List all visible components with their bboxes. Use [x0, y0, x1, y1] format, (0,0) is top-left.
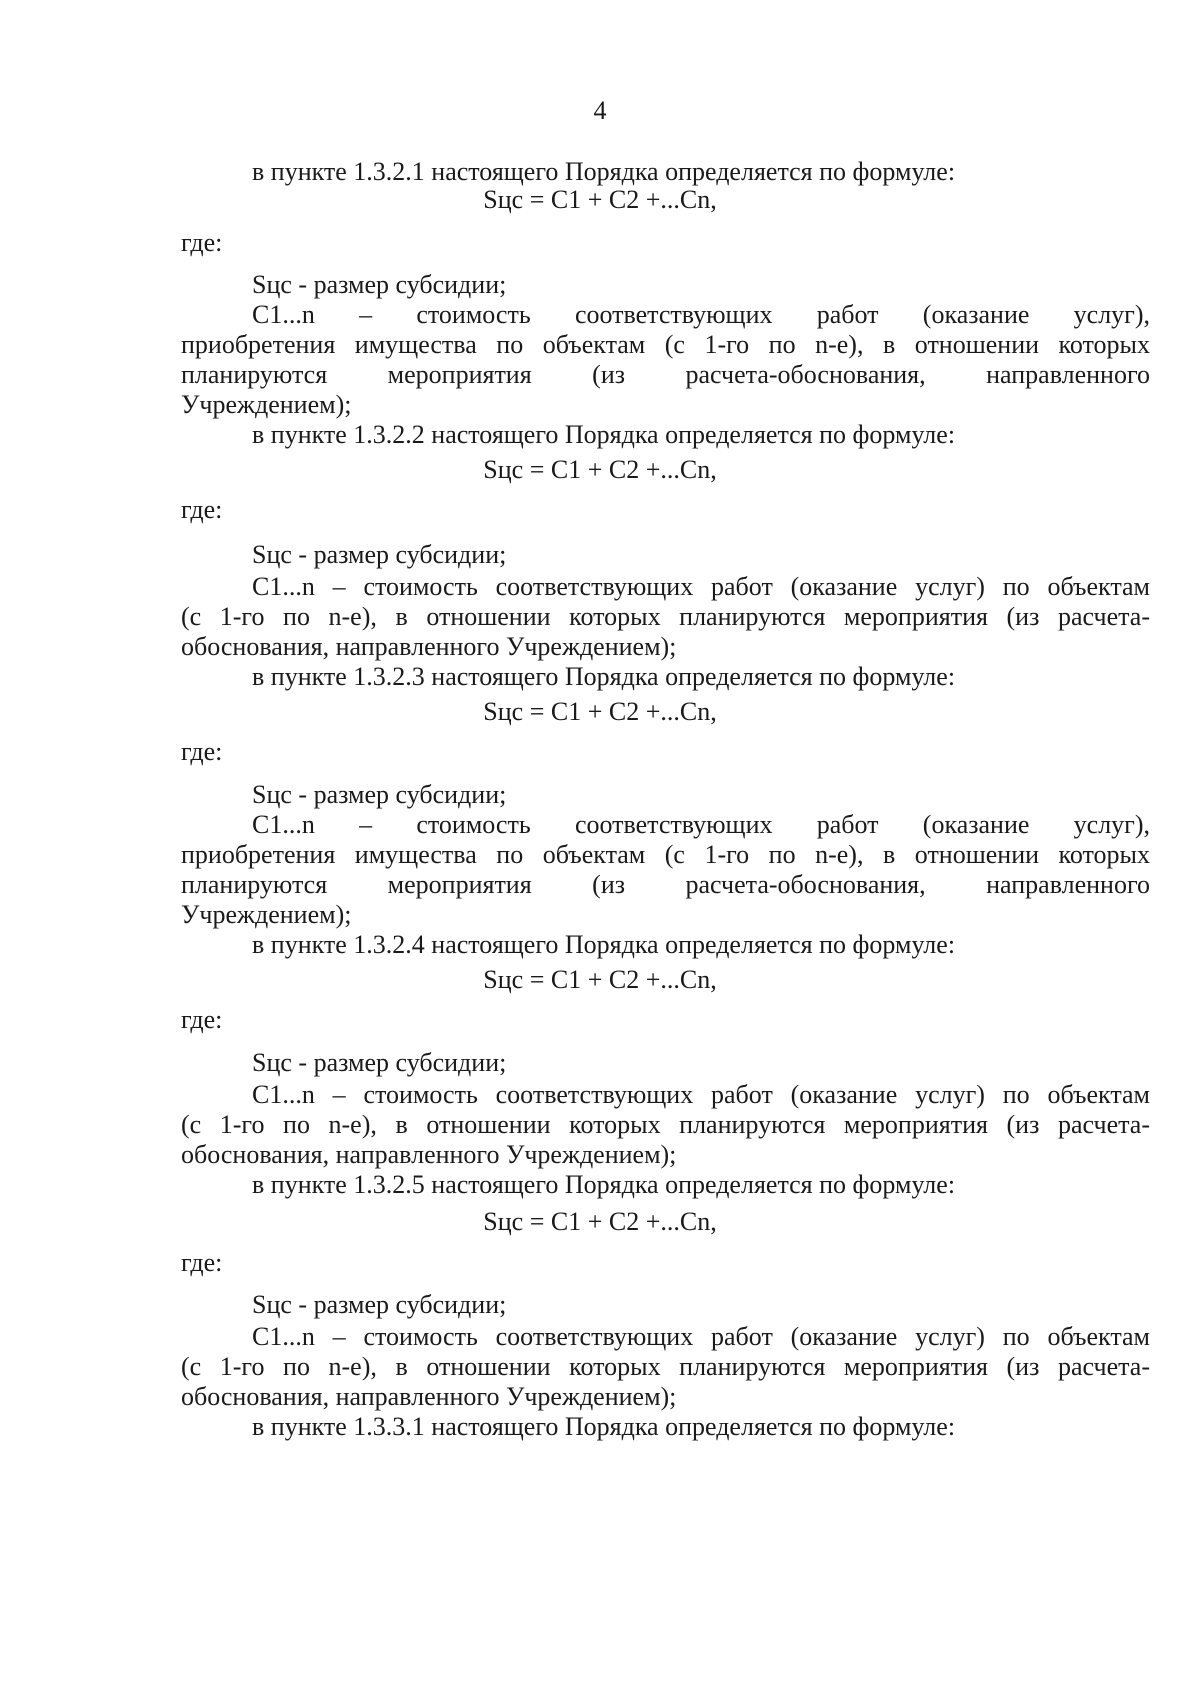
definition-s: Sцс - размер субсидии;	[252, 540, 507, 569]
definition-s: Sцс - размер субсидии;	[252, 1048, 507, 1077]
formula: Sцс = C1 + C2 +...Cn,	[483, 1207, 717, 1236]
where-label: где:	[181, 737, 223, 766]
definition-c-line: С1...n – стоимость соответствующих работ (оказание услуг),	[252, 810, 1150, 839]
paragraph-intro: в пункте 1.3.2.1 настоящего Порядка определяется по формуле:	[252, 157, 956, 186]
where-label: где:	[181, 495, 223, 524]
page-number: 4	[593, 96, 607, 125]
definition-c-line: (с 1-го по n-е), в отношении которых планируются мероприятия (из расчета-	[181, 602, 1150, 631]
definition-s: Sцс - размер субсидии;	[252, 780, 507, 809]
where-label: где:	[181, 1248, 223, 1277]
definition-c-line: планируются мероприятия (из расчета-обоснования, направленного	[181, 870, 1150, 899]
definition-c-line: планируются мероприятия (из расчета-обоснования, направленного	[181, 360, 1150, 389]
definition-c-line: С1...n – стоимость соответствующих работ (оказание услуг),	[252, 300, 1150, 329]
formula: Sцс = C1 + C2 +...Cn,	[483, 455, 717, 484]
definition-c-line: (с 1-го по n-е), в отношении которых планируются мероприятия (из расчета-	[181, 1110, 1150, 1139]
paragraph-intro: в пункте 1.3.3.1 настоящего Порядка определяется по формуле:	[252, 1412, 956, 1441]
definition-c-line: С1...n – стоимость соответствующих работ (оказание услуг) по объектам	[252, 1322, 1150, 1351]
formula: Sцс = C1 + C2 +...Cn,	[483, 965, 717, 994]
definition-c-line: обоснования, направленного Учреждением);	[181, 1382, 677, 1411]
paragraph-intro: в пункте 1.3.2.2 настоящего Порядка определяется по формуле:	[252, 420, 956, 449]
where-label: где:	[181, 1005, 223, 1034]
definition-c-line: приобретения имущества по объектам (с 1-го по n-е), в отношении которых	[181, 330, 1150, 359]
formula: Sцс = C1 + C2 +...Cn,	[483, 185, 717, 214]
definition-c-line: (с 1-го по n-е), в отношении которых планируются мероприятия (из расчета-	[181, 1352, 1150, 1381]
definition-c-line: С1...n – стоимость соответствующих работ (оказание услуг) по объектам	[252, 572, 1150, 601]
definition-s: Sцс - размер субсидии;	[252, 270, 507, 299]
definition-c-line: приобретения имущества по объектам (с 1-го по n-е), в отношении которых	[181, 840, 1150, 869]
definition-c-line: обоснования, направленного Учреждением);	[181, 632, 677, 661]
paragraph-intro: в пункте 1.3.2.3 настоящего Порядка определяется по формуле:	[252, 662, 956, 691]
definition-s: Sцс - размер субсидии;	[252, 1290, 507, 1319]
definition-c-line: С1...n – стоимость соответствующих работ (оказание услуг) по объектам	[252, 1080, 1150, 1109]
where-label: где:	[181, 228, 223, 257]
paragraph-intro: в пункте 1.3.2.5 настоящего Порядка определяется по формуле:	[252, 1170, 956, 1199]
definition-c-line: Учреждением);	[181, 390, 352, 419]
formula: Sцс = C1 + C2 +...Cn,	[483, 697, 717, 726]
definition-c-line: обоснования, направленного Учреждением);	[181, 1140, 677, 1169]
paragraph-intro: в пункте 1.3.2.4 настоящего Порядка определяется по формуле:	[252, 930, 956, 959]
definition-c-line: Учреждением);	[181, 900, 352, 929]
